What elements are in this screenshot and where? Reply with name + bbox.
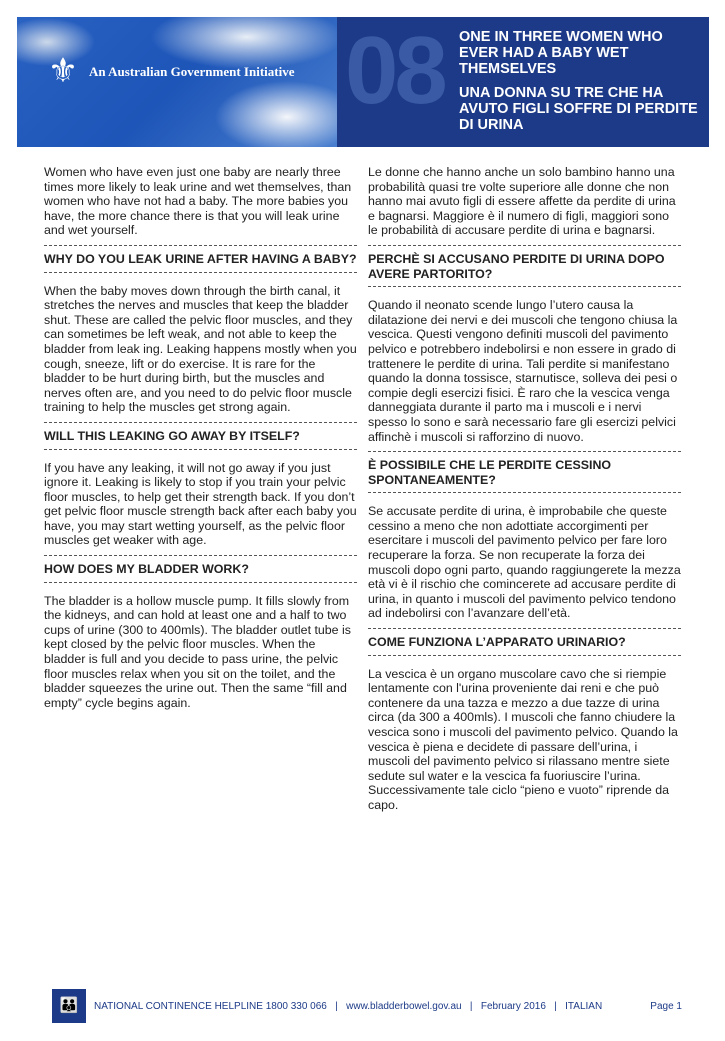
government-initiative-text: An Australian Government Initiative <box>89 64 295 79</box>
italian-column <box>368 165 681 820</box>
footer-text: NATIONAL CONTINENCE HELPLINE 1800 330 066 | www.bladderbowel.gov.au | February 2016 | ITALIAN <box>94 1000 603 1012</box>
intro-paragraph: Women who have even just one baby are nearly three times more likely to leak urine and wet themselves, than women who have not had a baby. The more babies you have, the more chance there is that you will leak urine and wet yourself. <box>44 165 352 238</box>
section-body: La vescica è un organo muscolare cavo che si riempie lentamente con l'urina proveniente dai reni e che può contenere da una tazza e mezzo a due tazze di urina circa (da 300 a 400mls). I muscoli che fanno chiudere la vescica sono i muscoli del pavimento pelvico. Quando la vescica è piena e decidete di passare dell’urina, i muscoli del pavimento pelvico si rilassano mentre siete sedute sul water e la vescica fa fuoriuscire l’urina. Successivamente tale ciclo “pieno e vuoto” riprende da capo. <box>368 666 678 812</box>
factsheet-number: 08 <box>345 17 444 124</box>
family-logo-icon: 👪 <box>52 989 86 1023</box>
section-heading: È POSSIBILE CHE LE PERDITE CESSINO SPONTANEAMENTE? <box>368 451 681 493</box>
section-heading: HOW DOES MY BLADDER WORK? <box>44 555 357 583</box>
section-heading: PERCHÈ SI ACCUSANO PERDITE DI URINA DOPO AVERE PARTORITO? <box>368 245 681 287</box>
header-banner <box>17 17 709 147</box>
sky-image <box>17 17 337 147</box>
section-body: If you have any leaking, it will not go away if you just ignore it. Leaking is likely to stop if you train your pelvic floor muscles, to help get their strength back. If you don’t get pelvic floor muscle strength back after each baby you have, you may start wetting yourself, as the pelvic floor muscles get weaker with age. <box>44 460 357 548</box>
section-body: Quando il neonato scende lungo l’utero causa la dilatazione dei nervi e dei muscoli che tengono chiusa la vescica. Questi vengono definiti muscoli del pavimento pelvico e potrebbero indebolirsi e non essere in grado di trattenere le perdite di urina. Tali perdite si manifestano quando la donna tossisce, starnutisce, solleva dei pesi o compie degli esercizi fisici. È raro che la vescica venga danneggiata durante il parto ma i muscoli e i nervi spesso lo sono e sarà necessario fare gli esercizi pelvici affinchè i muscoli si rafforzino di nuovo. <box>368 298 678 444</box>
coat-of-arms-icon: ⚜ <box>47 52 79 90</box>
page-number: Page 1 <box>650 1000 682 1012</box>
content-columns <box>44 165 681 820</box>
section-body: Se accusate perdite di urina, è improbabile che queste cessino a meno che non adottiate accorgimenti per esercitare i muscoli del pavimento pelvico per fare loro recuperare la forza. Se non recuperate la forza dei muscoli dopo ogni parto, quando raggiungerete la mezza età vi è il rischio che comincerete ad accusare perdite di urina, in quanto i muscoli del pavimento pelvico tendono ad indebolirsi con l’avanzare dell’età. <box>368 504 681 621</box>
title-panel <box>337 17 709 147</box>
section-heading: WHY DO YOU LEAK URINE AFTER HAVING A BABY? <box>44 245 357 273</box>
section-heading: WILL THIS LEAKING GO AWAY BY ITSELF? <box>44 422 357 450</box>
footer <box>52 989 682 1023</box>
intro-paragraph: Le donne che hanno anche un solo bambino hanno una probabilità quasi tre volte superiore alle donne che non hanno mai avuto figli di essere affette da perdite di urina e bagnarsi. Maggiore è il numero di figli, maggiori sono le probabilità di accusare perdite di urina e bagnarsi. <box>368 165 676 238</box>
title-english: ONE IN THREE WOMEN WHO EVER HAD A BABY WET THEMSELVES <box>459 29 663 77</box>
section-heading: COME FUNZIONA L’APPARATO URINARIO? <box>368 628 681 656</box>
section-body: When the baby moves down through the birth canal, it stretches the nerves and muscles that keep the bladder shut. These are called the pelvic floor muscles, and they can sometimes be left weak, and not able to keep the bladder from leak ing. Leaking happens mostly when you cough, sneeze, lift or do exercise. It is rare for the bladder to be hurt during birth, but the muscles and nerves often are, and you need to do pelvic floor muscle training to help the muscles get strong again. <box>44 283 357 415</box>
title-italian: UNA DONNA SU TRE CHE HA AVUTO FIGLI SOFFRE DI PERDITE DI URINA <box>459 85 698 133</box>
english-column <box>44 165 357 820</box>
section-body: The bladder is a hollow muscle pump. It fills slowly from the kidneys, and can hold at least one and a half to two cups of urine (300 to 400mls). The bladder outlet tube is kept closed by the pelvic floor muscles. When the bladder is full and you decide to pass urine, the pelvic floor muscles relax when you sit on the toilet, and the bladder squeezes the urine out. Then the same “fill and empty” cycle begins again. <box>44 593 351 710</box>
